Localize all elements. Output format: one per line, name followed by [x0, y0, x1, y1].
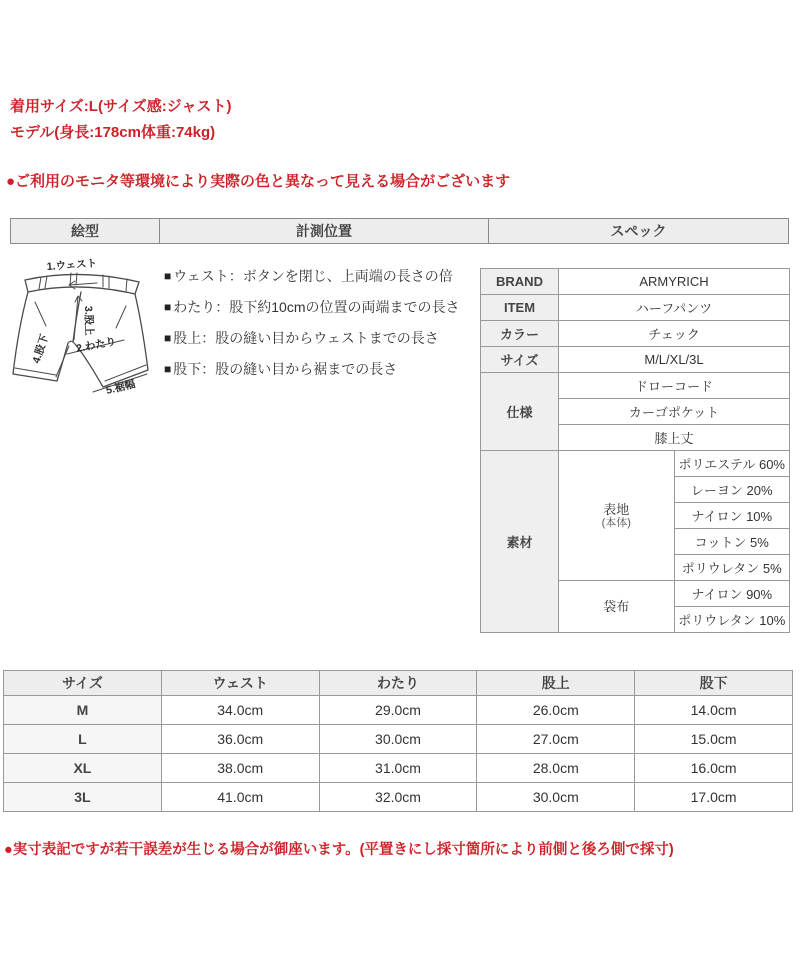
- size-value: 27.0cm: [477, 725, 635, 754]
- spec-feature-value: 膝上丈: [559, 425, 790, 451]
- size-row-xl: [4, 754, 793, 783]
- label-watari: 2.わたり: [75, 335, 118, 355]
- measure-desc-waist: [164, 266, 484, 286]
- material-group-name: 表地: [603, 502, 630, 517]
- measure-desc-text: 股上：股の縫い目からウェストまでの長さ: [173, 330, 439, 346]
- size-name: L: [4, 725, 162, 754]
- measure-desc-watari: [164, 297, 484, 317]
- spec-value: チェック: [559, 321, 790, 347]
- model-stats: モデル(身長:178cm体重:74kg): [10, 124, 216, 141]
- header-spec: スペック: [610, 223, 667, 239]
- spec-row-item: [481, 295, 790, 321]
- measure-desc-rise: [164, 328, 484, 348]
- size-value: 17.0cm: [635, 783, 793, 812]
- size-value: 32.0cm: [319, 783, 477, 812]
- spec-value: M/L/XL/3L: [559, 347, 790, 373]
- size-row-3l: [4, 783, 793, 812]
- size-col-header: ウェスト: [161, 671, 319, 696]
- spec-value: ハーフパンツ: [559, 295, 790, 321]
- material-group-shell: [559, 451, 675, 581]
- shorts-sketch: [5, 256, 163, 406]
- size-chart-table: [3, 670, 793, 812]
- size-row-l: [4, 725, 793, 754]
- spec-row-color: [481, 321, 790, 347]
- size-value: 15.0cm: [635, 725, 793, 754]
- section-header-bar: [10, 218, 789, 244]
- size-chart-header-row: [4, 671, 793, 696]
- label-hem-width: 5.裾幅: [104, 378, 137, 397]
- spec-label-features: 仕様: [481, 373, 559, 451]
- header-pattern: 絵型: [71, 223, 99, 239]
- material-group-sub: (本体): [601, 517, 631, 529]
- size-value: 36.0cm: [161, 725, 319, 754]
- model-wearing-size: 着用サイズ:L(サイズ感:ジャスト): [10, 98, 232, 115]
- spec-label-material: 素材: [481, 451, 559, 633]
- monitor-color-notice: ●ご利用のモニタ等環境により実際の色と異なって見える場合がございます: [6, 173, 511, 190]
- square-bullet-icon: ■: [164, 269, 172, 283]
- size-col-header: 股上: [477, 671, 635, 696]
- material-item: ポリウレタン 10%: [674, 607, 790, 633]
- size-value: 38.0cm: [161, 754, 319, 783]
- spec-feature-value: カーゴポケット: [559, 399, 790, 425]
- spec-label: ITEM: [481, 295, 559, 321]
- material-item: ポリエステル 60%: [674, 451, 790, 477]
- material-item: レーヨン 20%: [674, 477, 790, 503]
- measurement-descriptions: [164, 266, 484, 390]
- measure-desc-text: ウェスト：ボタンを閉じ、上両端の長さの倍: [173, 268, 453, 284]
- label-inseam: 4.股下: [30, 332, 52, 365]
- label-rise: 3.股上: [82, 305, 96, 336]
- size-row-m: [4, 696, 793, 725]
- size-value: 41.0cm: [161, 783, 319, 812]
- spec-label: サイズ: [481, 347, 559, 373]
- spec-row-size: [481, 347, 790, 373]
- label-waist: 1.ウェスト: [46, 257, 98, 273]
- spec-row-material: [481, 451, 790, 477]
- header-measure-position: 計測位置: [159, 219, 489, 243]
- size-value: 29.0cm: [319, 696, 477, 725]
- size-col-header: わたり: [319, 671, 477, 696]
- shorts-measurement-diagram: [5, 256, 163, 406]
- spec-value: ARMYRICH: [559, 269, 790, 295]
- material-item: ナイロン 10%: [674, 503, 790, 529]
- size-name: M: [4, 696, 162, 725]
- material-item: コットン 5%: [674, 529, 790, 555]
- square-bullet-icon: ■: [164, 331, 172, 345]
- measurement-disclaimer: ●実寸表記ですが若干誤差が生じる場合が御座います。(平置きにし採寸箇所により前側と後ろ側で採寸): [4, 842, 674, 858]
- material-item: ナイロン 90%: [674, 581, 790, 607]
- square-bullet-icon: ■: [164, 300, 172, 314]
- spec-row-brand: [481, 269, 790, 295]
- measure-desc-text: わたり：股下約10cmの位置の両端までの長さ: [173, 299, 460, 315]
- size-value: 28.0cm: [477, 754, 635, 783]
- square-bullet-icon: ■: [164, 362, 172, 376]
- size-value: 16.0cm: [635, 754, 793, 783]
- size-value: 14.0cm: [635, 696, 793, 725]
- material-group-name: 袋布: [603, 599, 630, 614]
- spec-table: [480, 268, 790, 633]
- spec-label: BRAND: [481, 269, 559, 295]
- size-value: 30.0cm: [477, 783, 635, 812]
- size-name: 3L: [4, 783, 162, 812]
- spec-feature-value: ドローコード: [559, 373, 790, 399]
- material-item: ポリウレタン 5%: [674, 555, 790, 581]
- material-group-lining: [559, 581, 675, 633]
- spec-label: カラー: [481, 321, 559, 347]
- size-value: 31.0cm: [319, 754, 477, 783]
- size-col-header: サイズ: [4, 671, 162, 696]
- measure-desc-text: 股下：股の縫い目から裾までの長さ: [173, 361, 398, 377]
- size-value: 30.0cm: [319, 725, 477, 754]
- size-value: 26.0cm: [477, 696, 635, 725]
- size-name: XL: [4, 754, 162, 783]
- spec-row-feature: [481, 373, 790, 399]
- size-col-header: 股下: [635, 671, 793, 696]
- size-value: 34.0cm: [161, 696, 319, 725]
- measure-desc-inseam: [164, 359, 484, 379]
